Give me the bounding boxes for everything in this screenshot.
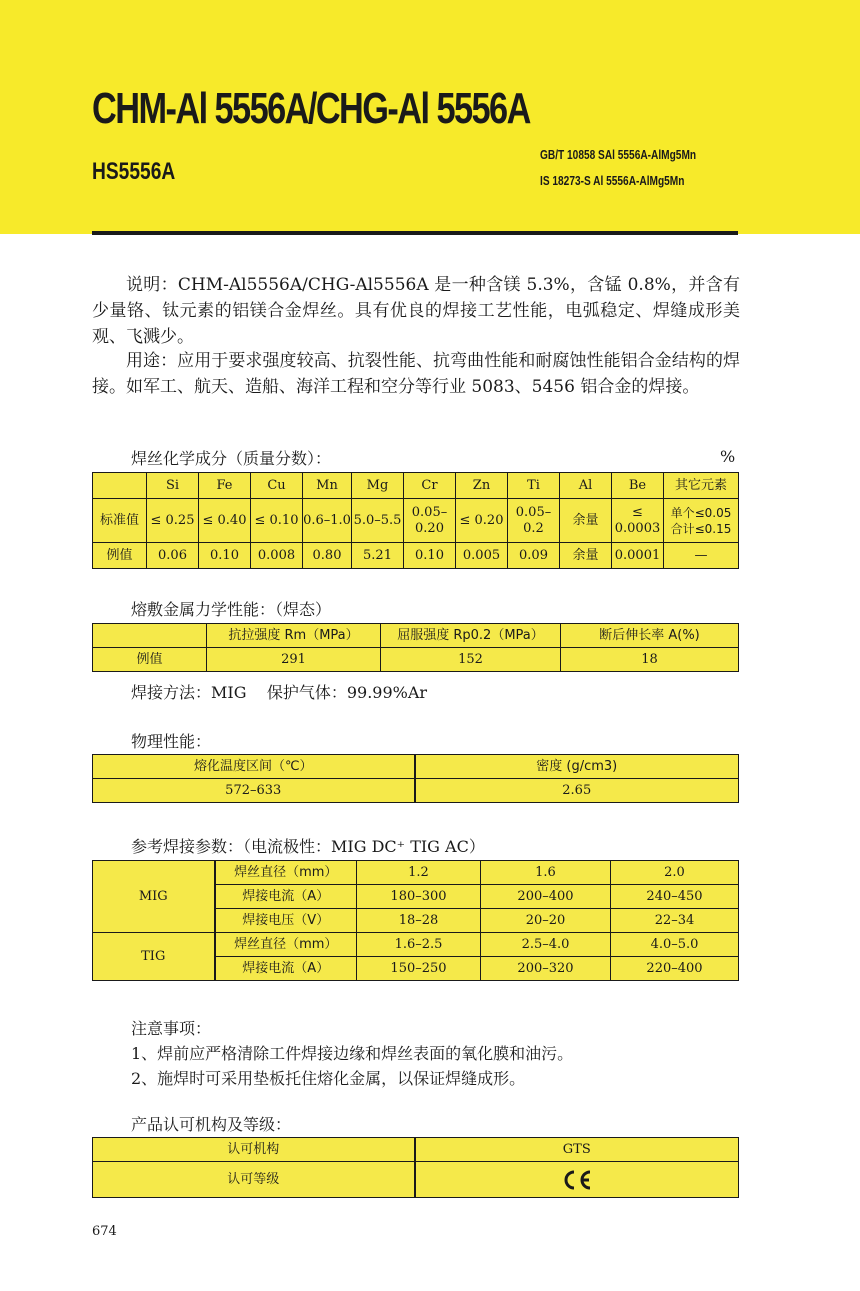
- params-mig-current-name: 焊接电流（A）: [215, 885, 357, 909]
- chemical-example-mg: 5.21: [352, 543, 404, 569]
- chemical-example-zn: 0.005: [456, 543, 508, 569]
- physical-section-title: 物理性能：: [131, 732, 212, 751]
- chemical-example-cr: 0.10: [404, 543, 456, 569]
- certification-agency-label: 认可机构: [93, 1138, 415, 1162]
- chemical-header-row: [93, 473, 739, 499]
- chemical-example-si: 0.06: [147, 543, 199, 569]
- params-mig-diameter-1: 1.2: [357, 861, 481, 885]
- mechanical-header-elongation: 断后伸长率 A(%): [561, 624, 739, 648]
- params-section-title: [131, 834, 485, 857]
- chemical-example-be: 0.0001: [612, 543, 664, 569]
- mechanical-tensile-value: 291: [207, 648, 381, 672]
- standard-gb: GB/T 10858 SAl 5556A-AlMg5Mn: [540, 147, 697, 162]
- physical-density-value: 2.65: [415, 779, 739, 803]
- params-tig-current-name: 焊接电流（A）: [215, 957, 357, 981]
- shielding-gas-value: 99.99%Ar: [346, 683, 428, 702]
- certification-section-title: 产品认可机构及等级：: [131, 1115, 292, 1134]
- chemical-standard-mg: 5.0–5.5: [352, 499, 404, 543]
- chemical-standard-al: 余量: [560, 499, 612, 543]
- chemical-header-other: 其它元素: [664, 473, 739, 499]
- chemical-standard-row: [93, 499, 739, 543]
- chemical-corner: [93, 473, 147, 499]
- chemical-example-mn: 0.80: [303, 543, 352, 569]
- chemical-standard-fe: ≤ 0.40: [199, 499, 251, 543]
- physical-value-row: [93, 779, 739, 803]
- chemical-example-fe: 0.10: [199, 543, 251, 569]
- chemical-standard-cu: ≤ 0.10: [251, 499, 303, 543]
- chemical-standard-other: 单个≤0.05 合计≤0.15: [664, 499, 739, 543]
- chemical-header-be: Be: [612, 473, 664, 499]
- chemical-header-cu: Cu: [251, 473, 303, 499]
- params-mig-voltage-name: 焊接电压（V）: [215, 909, 357, 933]
- chemical-table: [92, 472, 739, 569]
- params-polarity: （电流极性：MIG DC⁺ TIG AC）: [243, 837, 485, 856]
- params-table: [92, 860, 739, 981]
- params-mig-voltage-3: 22–34: [611, 909, 739, 933]
- chemical-header-ti: Ti: [508, 473, 560, 499]
- mechanical-corner: [93, 624, 207, 648]
- params-mig-diameter-3: 2.0: [611, 861, 739, 885]
- chemical-header-si: Si: [147, 473, 199, 499]
- certification-table: [92, 1137, 739, 1198]
- mechanical-example-label: 例值: [93, 648, 207, 672]
- chemical-example-ti: 0.09: [508, 543, 560, 569]
- product-subtitle: HS5556A: [92, 158, 176, 185]
- chemical-example-row: [93, 543, 739, 569]
- mechanical-title-text: 熔敷金属力学性能：: [131, 600, 276, 619]
- chemical-standard-mn: 0.6–1.0: [303, 499, 352, 543]
- physical-table: [92, 754, 739, 803]
- mechanical-example-row: [93, 648, 739, 672]
- params-tig-current-1: 150–250: [357, 957, 481, 981]
- header-rule: [92, 231, 738, 235]
- chemical-example-label: 例值: [93, 543, 147, 569]
- chemical-header-zn: Zn: [456, 473, 508, 499]
- params-mig-diameter-name: 焊丝直径（mm）: [215, 861, 357, 885]
- note-item: 1、焊前应严格清除工件焊接边缘和焊丝表面的氧化膜和油污。: [131, 1044, 574, 1063]
- chemical-example-cu: 0.008: [251, 543, 303, 569]
- physical-header-density: 密度 (g/cm3): [415, 755, 739, 779]
- mechanical-section-title: [131, 597, 331, 620]
- ce-mark-icon: [560, 1169, 594, 1191]
- params-mig-voltage-2: 20–20: [481, 909, 611, 933]
- header-band: [0, 0, 860, 234]
- description-label: 说明：: [126, 275, 178, 295]
- params-title-text: 参考焊接参数：: [131, 837, 244, 856]
- params-mig-current-3: 240–450: [611, 885, 739, 909]
- mechanical-table: [92, 623, 739, 672]
- certification-agency-value: GTS: [415, 1138, 739, 1162]
- physical-header-melting: 熔化温度区间（℃）: [93, 755, 415, 779]
- usage-text: 应用于要求强度较高、抗裂性能、抗弯曲性能和耐腐蚀性能铝合金结构的焊接。如军工、航天、造船、海洋工程和空分等行业 5083、5456 铝合金的焊接。: [92, 351, 740, 397]
- chemical-standard-be: ≤ 0.0003: [612, 499, 664, 543]
- shielding-gas-label: 保护气体：: [266, 683, 347, 702]
- mechanical-yield-value: 152: [381, 648, 561, 672]
- certification-grade-value: [415, 1162, 739, 1198]
- chemical-header-al: Al: [560, 473, 612, 499]
- params-tig-current-2: 200–320: [481, 957, 611, 981]
- mechanical-condition: （焊态）: [275, 600, 332, 619]
- note-item: 2、施焊时可采用垫板托住熔化金属，以保证焊缝成形。: [131, 1069, 526, 1088]
- chemical-section-title: 焊丝化学成分（质量分数）：: [131, 449, 332, 468]
- chemical-standard-label: 标准值: [93, 499, 147, 543]
- welding-method-value: MIG: [211, 683, 247, 702]
- params-mig-voltage-1: 18–28: [357, 909, 481, 933]
- chemical-example-al: 余量: [560, 543, 612, 569]
- usage-label: 用途：: [126, 351, 178, 371]
- params-tig-current-3: 220–400: [611, 957, 739, 981]
- params-mig-label: MIG: [93, 861, 215, 933]
- certification-grade-label: 认可等级: [93, 1162, 415, 1198]
- product-title: CHM-Al 5556A/CHG-Al 5556A: [92, 84, 530, 133]
- mechanical-header-yield: 屈服强度 Rp0.2（MPa）: [381, 624, 561, 648]
- chemical-header-mg: Mg: [352, 473, 404, 499]
- standard-is: IS 18273-S Al 5556A-AlMg5Mn: [540, 173, 685, 188]
- params-tig-diameter-3: 4.0–5.0: [611, 933, 739, 957]
- params-tig-diameter-name: 焊丝直径（mm）: [215, 933, 357, 957]
- params-mig-current-2: 200–400: [481, 885, 611, 909]
- notes-section-title: 注意事项：: [131, 1019, 212, 1038]
- params-mig-current-1: 180–300: [357, 885, 481, 909]
- params-tig-row-diameter: [93, 933, 739, 957]
- chemical-header-mn: Mn: [303, 473, 352, 499]
- params-tig-diameter-2: 2.5–4.0: [481, 933, 611, 957]
- params-tig-diameter-1: 1.6–2.5: [357, 933, 481, 957]
- description-text: CHM-Al5556A/CHG-Al5556A 是一种含镁 5.3%，含锰 0.8%，并含有少量铬、钛元素的铝镁合金焊丝。具有优良的焊接工艺性能，电弧稳定、焊缝成形美观、飞溅少。: [92, 275, 741, 347]
- chemical-standard-cr: 0.05– 0.20: [404, 499, 456, 543]
- chemical-header-fe: Fe: [199, 473, 251, 499]
- certification-row-grade: [93, 1162, 739, 1198]
- params-tig-label: TIG: [93, 933, 215, 981]
- physical-header-row: [93, 755, 739, 779]
- params-mig-row-diameter: [93, 861, 739, 885]
- mechanical-header-tensile: 抗拉强度 Rm（MPa）: [207, 624, 381, 648]
- page-number: 674: [92, 1224, 117, 1239]
- welding-method-line: [131, 680, 427, 703]
- mechanical-header-row: [93, 624, 739, 648]
- chemical-standard-ti: 0.05– 0.2: [508, 499, 560, 543]
- chemical-header-cr: Cr: [404, 473, 456, 499]
- chemical-unit: %: [720, 447, 736, 466]
- mechanical-elongation-value: 18: [561, 648, 739, 672]
- description-paragraph: [92, 272, 740, 350]
- params-mig-diameter-2: 1.6: [481, 861, 611, 885]
- chemical-standard-zn: ≤ 0.20: [456, 499, 508, 543]
- welding-method-label: 焊接方法：: [131, 683, 212, 702]
- physical-melting-value: 572–633: [93, 779, 415, 803]
- certification-row-agency: [93, 1138, 739, 1162]
- chemical-example-other: —: [664, 543, 739, 569]
- chemical-standard-si: ≤ 0.25: [147, 499, 199, 543]
- usage-paragraph: [92, 348, 740, 400]
